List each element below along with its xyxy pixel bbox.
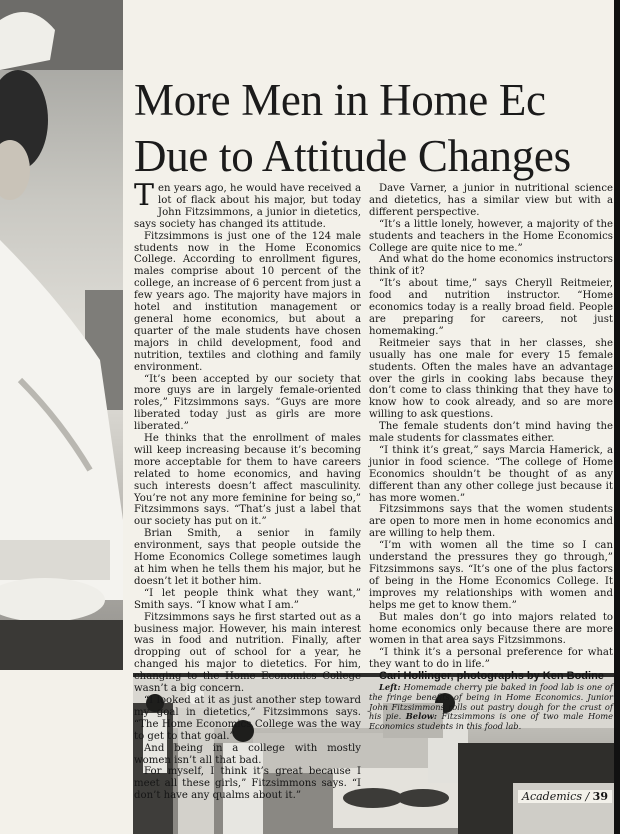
caption-text-left: Homemade cherry pie baked in food lab is one of the fringe benefits of being in Home Economics. Junior John Fitzsimmons rolls out pastry dough for the crust of his pie.: [369, 682, 614, 722]
paragraph: Reitmeier says that in her classes, she usually has one male for every 15 female students. Often the males have an advantage over the girls in cooking labs because they don’t come to class thinking that they have to know how to cook already, and so are more willing to ask questions.: [369, 337, 613, 421]
caption-text-below: Fitzsimmons is one of two male Home Economics students in this food lab.: [369, 711, 613, 732]
paragraph: “It’s a little lonely, however, a majority of the students and teachers in the Home Economics College are quite nice to me.”: [369, 218, 613, 254]
paragraph-text: en years ago, he would have received a lot of flack about his major, but today John Fitzsimmons, a junior in dietetics, says society has changed its attitude.: [134, 183, 361, 230]
paragraph: Fitzsimmons says that the women students are open to more men in home economics and are willing to help them.: [369, 504, 613, 540]
page-edge: [614, 0, 620, 834]
caption-label-below: Below:: [405, 711, 437, 722]
paragraph: [134, 178, 361, 231]
page-number: 39: [592, 790, 608, 803]
paragraph: Brian Smith, a senior in family environment, says that people outside the Home Economics College sometimes laugh at him when he tells them his major, but he doesn’t let it bother him.: [134, 528, 361, 587]
paragraph: And what do the home economics instructors think of it?: [369, 254, 613, 278]
paragraph: Fitzsimmons is just one of the 124 male students now in the Home Economics College. According to enrollment figures, males comprise about 10 percent of the college, an increase of 6 percent from just a few years ago. The majority have majors in hotel and institution management or general home economics, but about a quarter of the male students have chosen majors in child development, food and nutrition, textiles and clothing and family environment.: [134, 230, 361, 373]
paragraph: “I looked at it as just another step toward my goal in dietetics,” Fitzsimmons says. “The Home Economics College was the way to get to that goal.”: [134, 694, 361, 742]
paragraph: “I let people think what they want,” Smith says. “I know what I am.”: [134, 587, 361, 611]
paragraph: Fitzsimmons says he first started out as a business major. However, his main interest was in food and nutrition. Finally, after dropping out of school for a year, he changed his major to dietetics. For him, changing to the Home Economics College wasn’t a big concern.: [134, 611, 361, 695]
article-column-2: [369, 183, 613, 732]
headline-line-2: Due to Attitude Changes: [134, 131, 571, 181]
article-column-1: [134, 178, 361, 802]
paragraph: “I think it’s great,” says Marcia Hamerick, a junior in food science. “The college of Home Economics shouldn’t be thought of as any different than any other college just because it has more women.”: [369, 444, 613, 504]
paragraph: And being in a college with mostly women isn’t all that bad.: [134, 742, 361, 766]
paragraph: But males don’t go into majors related to home economics only because there are more women in that area says Fitzsimmons.: [369, 611, 613, 647]
paragraph: Dave Varner, a junior in nutritional science and dietetics, has a similar view but with a different perspective.: [369, 183, 613, 218]
paragraph: “It’s been accepted by our society that more guys are in largely female-oriented roles,” Fitzsimmons says. “Guys are more liberated today just as girls are more liberated.”: [134, 373, 361, 433]
caption-label-left: Left:: [379, 682, 401, 693]
paragraph: “I’m with women all the time so I can understand the pressures they go through,” Fitzsimmons says. “It’s one of the plus factors of being in the Home Economics College. It improves my relationships with women and helps me get to know them.”: [369, 540, 613, 611]
paragraph: For myself, I think it’s great because I meet all these girls,” Fitzsimmons says. “I don’t have any qualms about it.”: [134, 766, 361, 802]
byline: Cari Hollinger, photographs by Ken Bodine: [379, 670, 604, 683]
photo-left-pie-baking: [0, 0, 123, 670]
paragraph: “It’s about time,” says Cheryll Reitmeier, food and nutrition instructor. “Home economics today is a really broad field. People are preparing for careers, not just homemaking.”: [369, 278, 613, 337]
paragraph: “I think it’s a personal preference for what they want to do in life.”: [369, 647, 613, 671]
photo-left-graphic: [0, 0, 123, 670]
paragraph: The female students don’t mind having the male students for classmates either.: [369, 421, 613, 445]
photo-caption: [369, 683, 613, 732]
folio-section: Academics /: [522, 790, 590, 803]
paragraph: He thinks that the enrollment of males will keep increasing because it’s becoming more acceptable for them to have careers related to home economics, and having such interests doesn’t affect masculinity. You’re not any more feminine for being so,” Fitzsimmons says. “That’s just a label that our society has put on it.”: [134, 433, 361, 528]
headline: [134, 72, 604, 184]
page-folio: [518, 790, 612, 803]
drop-cap: T: [134, 178, 155, 213]
headline-line-1: More Men in Home Ec: [134, 75, 546, 125]
